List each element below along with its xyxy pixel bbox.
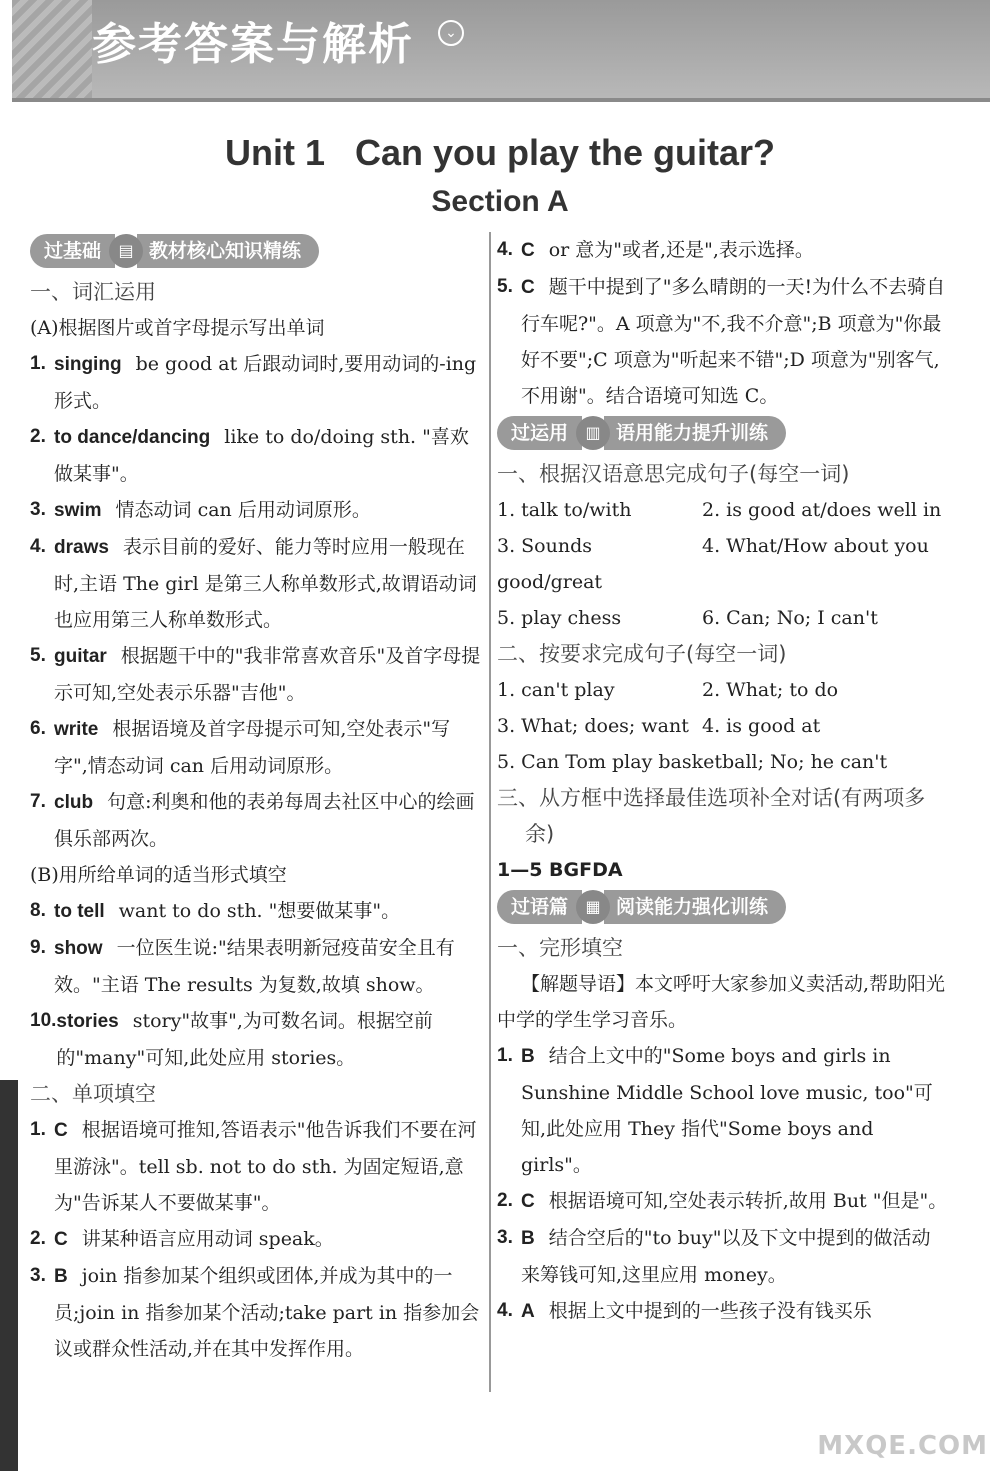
item-explanation: story"故事",为可数名词。根据空前的"many"可知,此处应用 stories。: [56, 1010, 433, 1069]
unit-title: Unit 1 Can you play the guitar?: [224, 132, 776, 173]
answer-row: [497, 528, 949, 600]
answer-item: [497, 1038, 949, 1183]
answer-item: [30, 1221, 482, 1258]
item-explanation: like to do/doing sth. "喜欢做某事"。: [54, 426, 469, 485]
guide-text: 本文呼吁大家参加义卖活动,帮助阳光中学的学生学习音乐。: [497, 973, 946, 1031]
clipboard-icon: ▤: [109, 234, 143, 268]
item-body: [521, 1220, 949, 1293]
banner-decoration: [12, 0, 92, 98]
item-explanation: 结合空后的"to buy"以及下文中提到的做活动来筹钱可知,这里应用 money。: [521, 1227, 931, 1286]
heading-single-choice: 二、单项填空: [30, 1082, 156, 1106]
item-explanation: 根据语境及首字母提示可知,空处表示"写字",情态动词 can 后用动词原形。: [54, 718, 451, 777]
answer-item: [497, 269, 949, 414]
item-answer: C: [54, 1120, 68, 1141]
section-pill-usage: [497, 416, 949, 450]
item-explanation: 题干中提到了"多么晴朗的一天!为什么不去骑自行车呢?"。A 项意为"不,我不介意";B 项意为"你最好不要";C 项意为"听起来不错";D 项意为"别客气,不用谢"。结合语境可知选 C。: [521, 276, 946, 407]
item-number: 5.: [497, 276, 513, 297]
item-answer: C: [521, 277, 535, 298]
cloze-list: [497, 1038, 949, 1330]
item-number: 1.: [30, 1119, 46, 1140]
item-answer: guitar: [54, 646, 107, 667]
right-column: [497, 232, 949, 1330]
item-number: 8.: [30, 900, 46, 921]
item-explanation: 句意:利奥和他的表弟每周去社区中心的绘画俱乐部两次。: [54, 791, 475, 850]
item-body: [54, 1221, 482, 1258]
item-explanation: 一位医生说:"结果表明新冠疫苗安全且有效。"主语 The results 为复数,故填 show。: [54, 937, 455, 996]
translate-answers: [497, 492, 949, 636]
section-pill-basic: [30, 234, 482, 268]
item-body: [54, 893, 482, 930]
pill-subtitle: 教材核心知识精练: [137, 234, 319, 268]
answer-cell: 4. What/How about you: [702, 535, 929, 557]
vocab-a-list: [30, 346, 482, 857]
item-answer: singing: [54, 354, 122, 375]
item-body: [521, 269, 949, 414]
item-body: [54, 492, 482, 529]
item-number: 9.: [30, 937, 46, 958]
item-number: 3.: [30, 499, 46, 520]
item-number: 4.: [30, 536, 46, 557]
item-body: [54, 1258, 482, 1367]
answer-item: [30, 1003, 482, 1076]
item-answer: B: [521, 1228, 535, 1249]
answer-row: [497, 600, 949, 636]
pill-subtitle: 语用能力提升训练: [604, 416, 786, 450]
subheading-a: (A)根据图片或首字母提示写出单词: [30, 317, 325, 339]
answer-cell: 1. can't play: [497, 679, 615, 701]
page-title: 参考答案与解析: [92, 19, 414, 70]
item-body: [521, 1038, 949, 1183]
section-title: Section A: [431, 185, 569, 218]
item-explanation: 讲某种语言应用动词 speak。: [81, 1228, 334, 1250]
item-explanation: 根据上文中提到的一些孩子没有钱买乐: [548, 1300, 872, 1322]
answer-cell: 1. talk to/with: [497, 499, 632, 521]
pill-tag: 过运用: [497, 416, 582, 450]
item-answer: stories: [56, 1011, 119, 1032]
item-body: [54, 1112, 482, 1221]
item-number: 1.: [30, 353, 46, 374]
item-answer: to dance/dancing: [54, 427, 211, 448]
item-explanation: be good at 后跟动词时,要用动词的-ing 形式。: [54, 353, 477, 412]
item-explanation: 表示目前的爱好、能力等时应用一般现在时,主语 The girl 是第三人称单数形式,故谓语动词也应用第三人称单数形式。: [54, 536, 477, 631]
dialog-answer: 1—5 BGFDA: [497, 859, 623, 881]
answer-cell: 6. Can; No; I can't: [702, 607, 878, 629]
item-explanation: 根据语境可推知,答语表示"他告诉我们不要在河里游泳"。tell sb. not to do sth. 为固定短语,意为"告诉某人不要做某事"。: [54, 1119, 477, 1214]
item-explanation: want to do sth. "想要做某事"。: [118, 900, 401, 922]
item-answer: B: [54, 1266, 68, 1287]
answer-item: [497, 1183, 949, 1220]
requirement-answer-5: 5. Can Tom play basketball; No; he can't: [497, 751, 888, 773]
answer-item: [30, 492, 482, 529]
answer-cell: 3. What; does; want: [497, 715, 689, 737]
chevron-down-icon: ⌄: [438, 20, 464, 46]
item-number: 2.: [30, 426, 46, 447]
pill-tag: 过基础: [30, 234, 115, 268]
item-body: [54, 529, 482, 638]
heading-requirements: 二、按要求完成句子(每空一词): [497, 642, 787, 666]
single-choice-list-cont: [497, 232, 949, 414]
item-number: 4.: [497, 1300, 513, 1321]
item-answer: draws: [54, 537, 109, 558]
item-body: [521, 232, 949, 269]
item-number: 3.: [497, 1227, 513, 1248]
answer-row: [497, 492, 949, 528]
answer-item: [497, 1220, 949, 1293]
requirement-answers: [497, 672, 949, 744]
item-answer: A: [521, 1301, 535, 1322]
item-explanation: 根据语境可知,空处表示转折,故用 But "但是"。: [548, 1190, 948, 1212]
item-explanation: 根据题干中的"我非常喜欢音乐"及首字母提示可知,空处表示乐器"吉他"。: [54, 645, 481, 704]
item-answer: swim: [54, 500, 102, 521]
answer-item: [30, 638, 482, 711]
item-answer: write: [54, 719, 99, 740]
item-number: 5.: [30, 645, 46, 666]
left-column: [30, 232, 482, 1367]
answer-item: [30, 930, 482, 1003]
item-answer: to tell: [54, 901, 105, 922]
item-answer: club: [54, 792, 94, 813]
answer-item: [30, 529, 482, 638]
heading-translate: 一、根据汉语意思完成句子(每空一词): [497, 462, 850, 486]
item-number: 1.: [497, 1045, 513, 1066]
item-explanation: 情态动词 can 后用动词原形。: [115, 499, 371, 521]
chart-icon: ▥: [576, 416, 610, 450]
heading-vocab: 一、词汇运用: [30, 280, 156, 304]
book-icon: ▦: [576, 890, 610, 924]
heading-cloze: 一、完形填空: [497, 936, 623, 960]
guide-label: 【解题导语】: [521, 973, 636, 995]
item-body: [54, 638, 482, 711]
pill-subtitle: 阅读能力强化训练: [604, 890, 786, 924]
item-number: 6.: [30, 718, 46, 739]
guide-paragraph: [497, 966, 949, 1038]
answer-item: [30, 784, 482, 857]
item-answer: show: [54, 938, 103, 959]
column-divider: [489, 232, 491, 1392]
answer-item: [30, 346, 482, 419]
answer-item: [30, 1112, 482, 1221]
answer-cell: 4. is good at: [702, 715, 821, 737]
edge-bar: [0, 1080, 18, 1471]
answer-cell: 3. Sounds good/great: [497, 535, 603, 593]
answer-item: [30, 1258, 482, 1367]
item-body: [54, 930, 482, 1003]
item-number: 4.: [497, 239, 513, 260]
item-body: [54, 784, 482, 857]
heading-dialog: 三、从方框中选择最佳选项补全对话(有两项多余): [497, 786, 926, 846]
item-answer: B: [521, 1046, 535, 1067]
section-pill-reading: [497, 890, 949, 924]
item-body: [56, 1003, 482, 1076]
answer-cell: 2. What; to do: [702, 679, 839, 701]
subheading-b: (B)用所给单词的适当形式填空: [30, 864, 287, 886]
pill-tag: 过语篇: [497, 890, 582, 924]
answer-item: [497, 232, 949, 269]
item-explanation: 结合上文中的"Some boys and girls in Sunshine Middle School love music, too"可知,此处应用 They 指代"Some boys and girls"。: [521, 1045, 933, 1176]
item-answer: C: [521, 1191, 535, 1212]
answer-item: [30, 419, 482, 492]
item-body: [54, 346, 482, 419]
watermark: MXQE.COM: [817, 1431, 988, 1461]
item-body: [54, 419, 482, 492]
item-number: 7.: [30, 791, 46, 812]
item-answer: C: [521, 240, 535, 261]
answer-row: [497, 708, 949, 744]
item-number: 2.: [30, 1228, 46, 1249]
answer-cell: 2. is good at/does well in: [702, 499, 942, 521]
single-choice-list: [30, 1112, 482, 1367]
item-body: [521, 1183, 949, 1220]
answer-cell: 5. play chess: [497, 607, 622, 629]
item-number: 10.: [30, 1010, 57, 1031]
item-answer: C: [54, 1229, 68, 1250]
answer-item: [30, 893, 482, 930]
answer-item: [497, 1293, 949, 1330]
item-explanation: or 意为"或者,还是",表示选择。: [548, 239, 814, 261]
vocab-b-list: [30, 893, 482, 1076]
item-number: 3.: [30, 1265, 46, 1286]
item-body: [521, 1293, 949, 1330]
answer-item: [30, 711, 482, 784]
item-explanation: join 指参加某个组织或团体,并成为其中的一员;join in 指参加某个活动;take part in 指参加会议或群众性活动,并在其中发挥作用。: [54, 1265, 480, 1360]
item-number: 2.: [497, 1190, 513, 1211]
item-body: [54, 711, 482, 784]
answer-row: [497, 672, 949, 708]
